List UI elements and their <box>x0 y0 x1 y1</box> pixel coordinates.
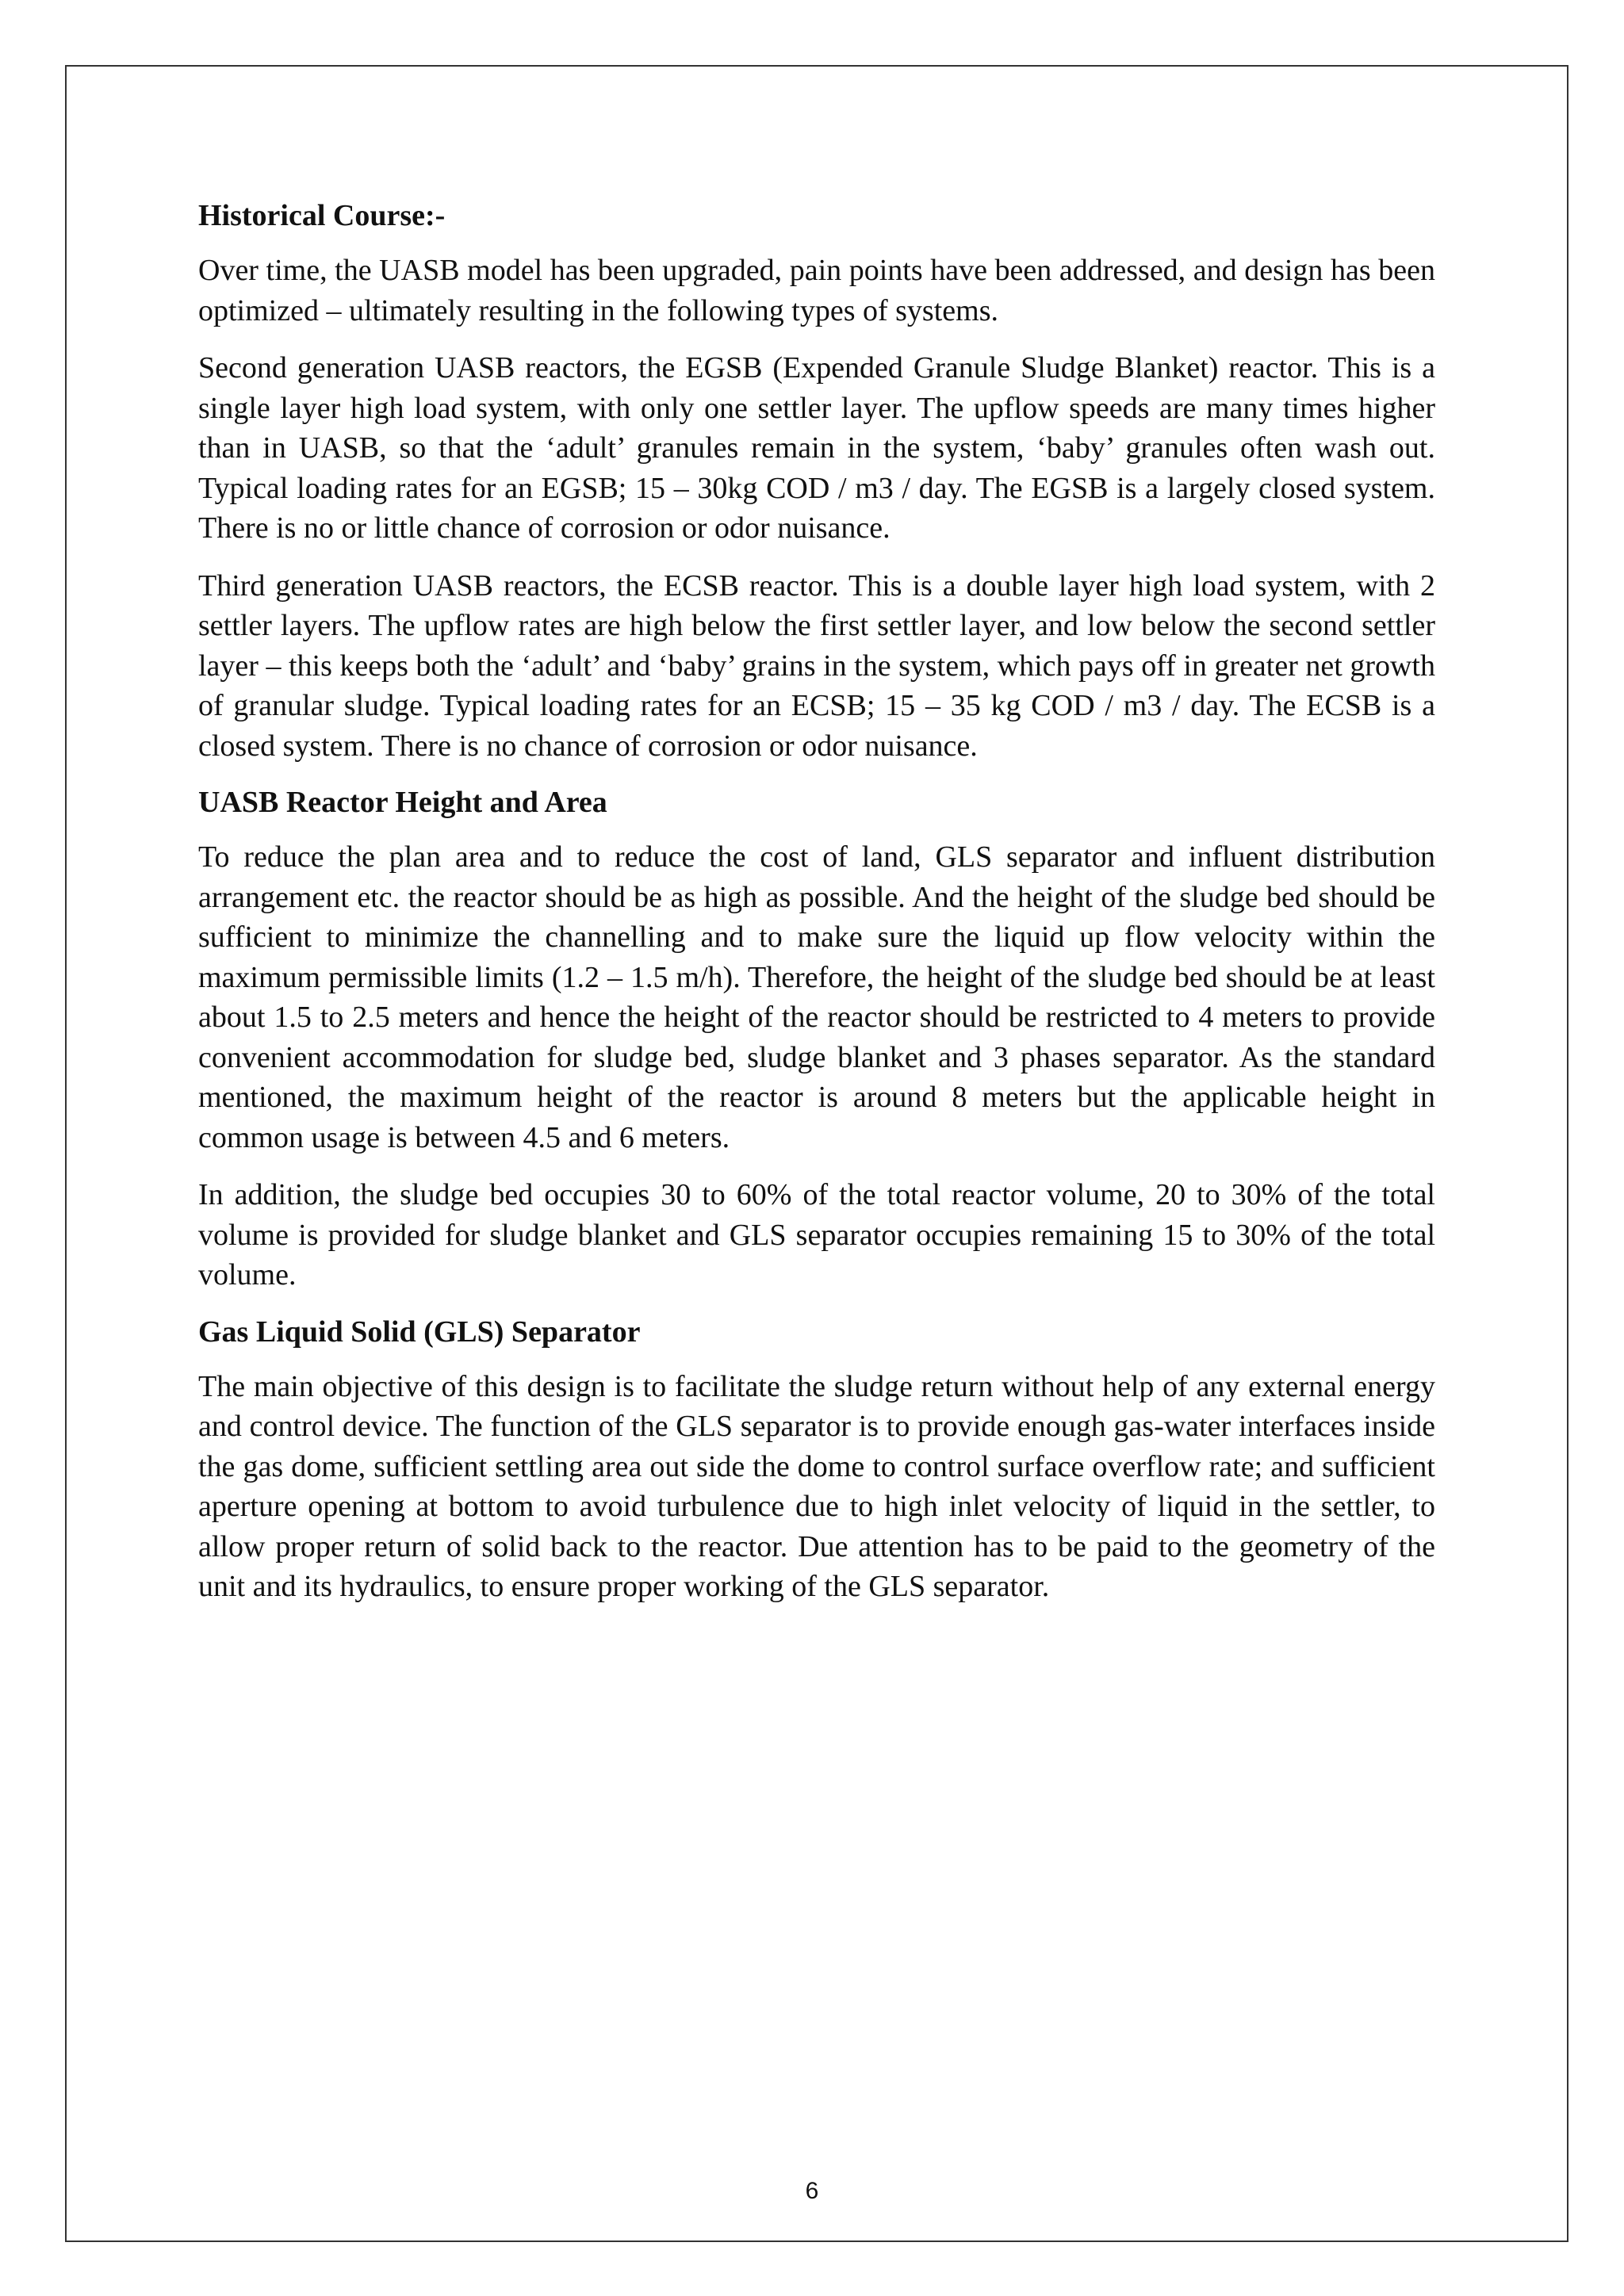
page-number: 6 <box>805 2178 819 2204</box>
paragraph: Second generation UASB reactors, the EGSB (Expended Granule Sludge Blanket) reactor. This is a single layer high load system, with only one settler layer. The upflow speeds are many times higher than in UASB, so that the ‘adult’ granules remain in the system, ‘baby’ granules often wash out. Typical loading rates for an EGSB; 15 – 30kg COD / m3 / day. The EGSB is a largely closed system. There is no or little chance of corrosion or odor nuisance. <box>198 351 1435 545</box>
paragraph: The main objective of this design is to facilitate the sludge return without help of any external energy and control device. The function of the GLS separator is to provide enough gas-water interfaces inside the gas dome, sufficient settling area out side the dome to control surface overflow rate; and sufficient aperture opening at bottom to avoid turbulence due to high inlet velocity of liquid in the settler, to allow proper return of solid back to the reactor. Due attention has to be paid to the geometry of the unit and its hydraulics, to ensure proper working of the GLS separator. <box>198 1369 1435 1603</box>
section-heading-reactor-height-area: UASB Reactor Height and Area <box>198 786 607 819</box>
section-heading-gls-separator: Gas Liquid Solid (GLS) Separator <box>198 1314 641 1349</box>
paragraph: In addition, the sludge bed occupies 30 to 60% of the total reactor volume, 20 to 30% of the total volume is provided for sludge blanket and GLS separator occupies remaining 15 to 30% of the total volume. <box>198 1178 1435 1292</box>
document-body <box>198 197 1435 1624</box>
paragraph: To reduce the plan area and to reduce the cost of land, GLS separator and influent distribution arrangement etc. the reactor should be as high as possible. And the height of the sludge bed should be sufficient to minimize the channelling and to make sure the liquid up flow velocity within the maximum permissible limits (1.2 – 1.5 m/h). Therefore, the height of the sludge bed should be at least about 1.5 to 2.5 meters and hence the height of the reactor should be restricted to 4 meters to provide convenient accommodation for sludge bed, sludge blanket and 3 phases separator. As the standard mentioned, the maximum height of the reactor is around 8 meters but the applicable height in common usage is between 4.5 and 6 meters. <box>198 840 1435 1154</box>
paragraph: Third generation UASB reactors, the ECSB reactor. This is a double layer high load system, with 2 settler layers. The upflow rates are high below the first settler layer, and low below the second settler layer – this keeps both the ‘adult’ and ‘baby’ grains in the system, which pays off in greater net growth of granular sludge. Typical loading rates for an ECSB; 15 – 35 kg COD / m3 / day. The ECSB is a closed system. There is no chance of corrosion or odor nuisance. <box>198 568 1435 763</box>
paragraph: Over time, the UASB model has been upgraded, pain points have been addressed, and design has been optimized – ultimately resulting in the following types of systems. <box>198 254 1435 327</box>
section-heading-historical-course: Historical Course:- <box>198 199 446 232</box>
